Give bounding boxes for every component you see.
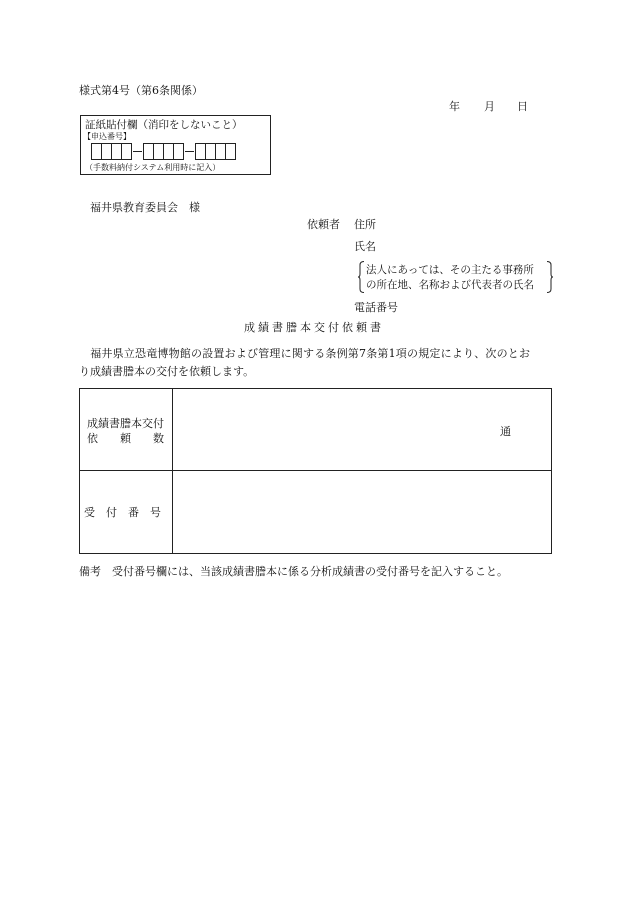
name-label: 氏名 (354, 240, 376, 253)
separator-dash (185, 151, 194, 152)
form-number: 様式第4号（第6条関係） (79, 84, 203, 97)
copies-label-line-2: 依 頼 数 (87, 432, 164, 445)
copies-unit: 通 (500, 425, 511, 438)
date-month: 月 (484, 100, 495, 113)
phone-label: 電話番号 (354, 301, 398, 314)
right-brace-icon (547, 261, 553, 293)
document-title: 成績書謄本交付依頼書 (244, 321, 384, 334)
digit-cell[interactable] (225, 143, 236, 160)
revenue-stamp-box (80, 115, 271, 175)
application-number-group-2[interactable] (143, 143, 184, 160)
separator-dash (133, 151, 142, 152)
receipt-number-input[interactable] (173, 471, 551, 553)
remarks: 備考 受付番号欄には、当該成績書謄本に係る分析成績書の受付番号を記入すること。 (79, 565, 508, 578)
date-day: 日 (517, 100, 528, 113)
corporate-note-line-1: 法人にあっては、その主たる事務所 (366, 264, 534, 276)
corporate-note-line-2: の所在地、名称および代表者の氏名 (366, 279, 534, 291)
date-year: 年 (449, 100, 460, 113)
receipt-number-label: 受 付 番 号 (84, 506, 161, 519)
stamp-box-title: 証紙貼付欄（消印をしないこと） (85, 119, 243, 131)
digit-cell[interactable] (121, 143, 132, 160)
addressee: 福井県教育委員会 様 (90, 201, 200, 214)
application-number-group-1[interactable] (91, 143, 132, 160)
body-text-line-1: 福井県立恐竜博物館の設置および管理に関する条例第7条第1項の規定により、次のとお (79, 347, 531, 360)
left-brace-icon (358, 261, 364, 293)
requester-label: 依頼者 (307, 218, 340, 231)
address-label: 住所 (354, 218, 376, 231)
digit-cell[interactable] (173, 143, 184, 160)
copies-input[interactable] (173, 389, 551, 469)
application-number-group-3[interactable] (195, 143, 236, 160)
corporate-note (358, 261, 553, 293)
application-number-label: 【申込番号】 (83, 132, 131, 141)
request-table (79, 388, 552, 554)
application-number-input[interactable] (91, 143, 236, 160)
copies-label-line-1: 成績書謄本交付 (87, 417, 164, 430)
body-text-line-2: り成績書謄本の交付を依頼します。 (79, 365, 255, 378)
stamp-box-note: （手数料納付システム利用時に記入） (85, 163, 221, 172)
